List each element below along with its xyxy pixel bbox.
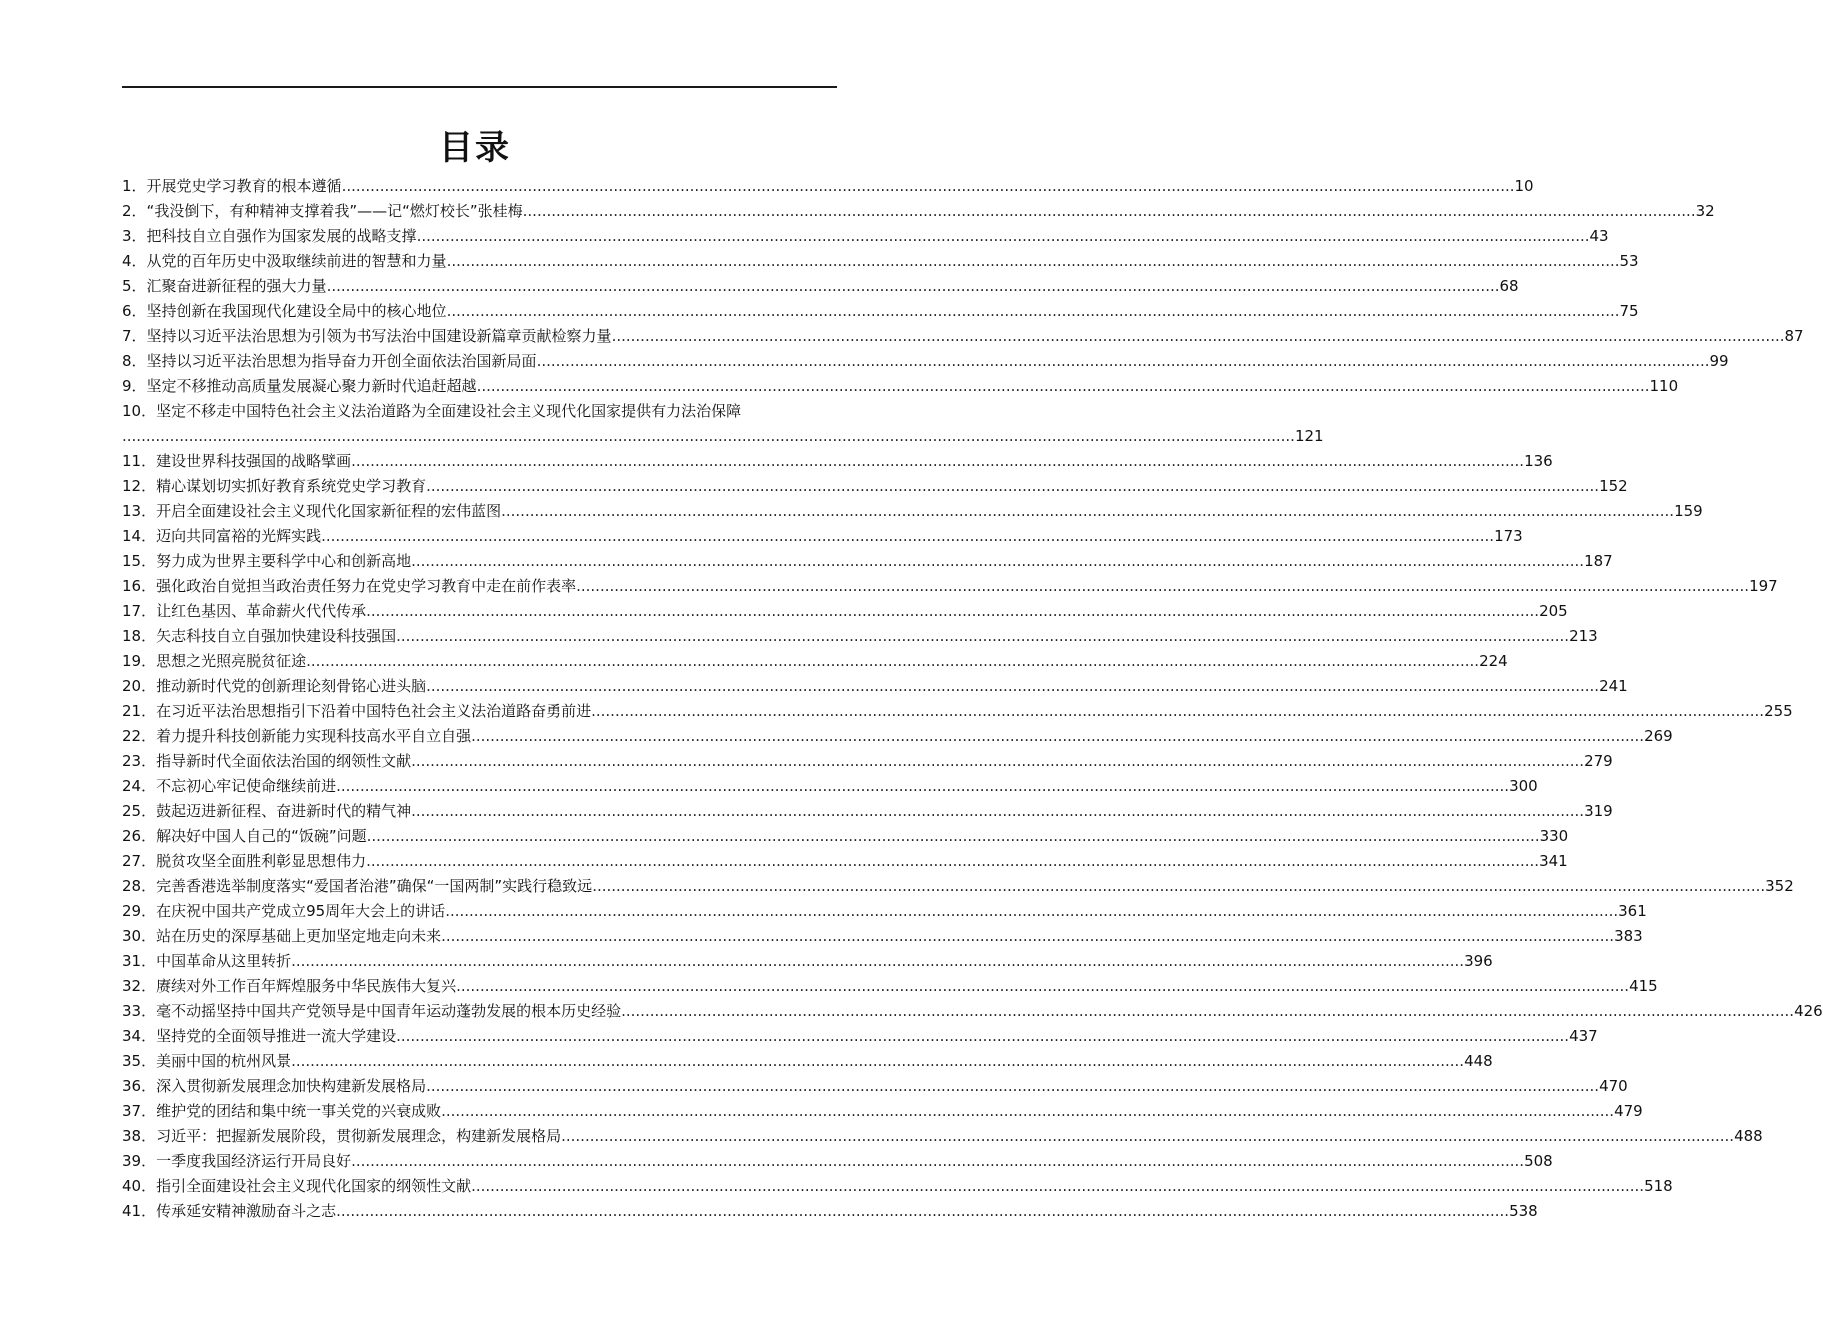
toc-entry-page: 241 xyxy=(1599,677,1628,695)
toc-entry-title: 坚定不移走中国特色社会主义法治道路为全面建设社会主义现代化国家提供有力法治保障 xyxy=(156,402,742,420)
toc-entry-page: 87 xyxy=(1784,327,1804,345)
toc-leader-dots xyxy=(411,799,1584,824)
toc-entry-page: 279 xyxy=(1584,752,1613,770)
toc-entry-title: 把科技自立自强作为国家发展的战略支撑 xyxy=(146,227,417,245)
toc-leader-dots xyxy=(426,474,1599,499)
toc-entry-title: 着力提升科技创新能力实现科技高水平自立自强 xyxy=(156,727,472,745)
toc-entry-page: 361 xyxy=(1618,902,1647,920)
toc-leader-dots xyxy=(592,874,1765,899)
toc-entry-title: 矢志科技自立自强加快建设科技强国 xyxy=(156,627,397,645)
toc-entry-title: 指导新时代全面依法治国的纲领性文献 xyxy=(156,752,412,770)
toc-leader-dots xyxy=(417,224,1590,249)
toc-entry[interactable] xyxy=(122,1099,1643,1124)
toc-entry[interactable] xyxy=(122,1024,1598,1049)
toc-entry-title: 美丽中国的杭州风景 xyxy=(156,1052,292,1070)
toc-leader-dots xyxy=(591,699,1764,724)
toc-entry-page: 448 xyxy=(1464,1052,1493,1070)
toc-leader-dots xyxy=(445,899,1618,924)
toc-entry-number: 19． xyxy=(122,652,157,670)
toc-leader-dots xyxy=(576,574,1749,599)
toc-entry[interactable] xyxy=(122,974,1658,999)
toc-entry[interactable] xyxy=(122,774,1538,799)
toc-entry-title: 开展党史学习教育的根本遵循 xyxy=(146,177,342,195)
toc-entry[interactable] xyxy=(122,899,1647,924)
toc-entry-number: 11． xyxy=(122,452,157,470)
toc-entry-page: 538 xyxy=(1509,1202,1538,1220)
toc-entry-number: 23． xyxy=(122,752,157,770)
toc-entry[interactable] xyxy=(122,349,1729,374)
toc-entry[interactable] xyxy=(122,574,1778,599)
toc-entry-title: 坚持创新在我国现代化建设全局中的核心地位 xyxy=(146,302,447,320)
toc-entry-page: 187 xyxy=(1584,552,1613,570)
toc-entry-number: 27． xyxy=(122,852,157,870)
toc-leader-dots xyxy=(411,749,1584,774)
header-rule xyxy=(122,86,837,88)
toc-entry[interactable] xyxy=(122,649,1508,674)
toc-entry-page: 255 xyxy=(1764,702,1793,720)
toc-entry-title: 中国革命从这里转折 xyxy=(156,952,292,970)
toc-entry-page: 136 xyxy=(1524,452,1553,470)
toc-entry-number: 33． xyxy=(122,1002,157,1020)
toc-entry-title: 建设世界科技强国的战略擘画 xyxy=(156,452,352,470)
toc-entry-title: 坚持以习近平法治思想为指导奋力开创全面依法治国新局面 xyxy=(146,352,537,370)
toc-entry-page: 426 xyxy=(1794,1002,1823,1020)
toc-entry-number: 40． xyxy=(122,1177,157,1195)
toc-entry-title: 深入贯彻新发展理念加快构建新发展格局 xyxy=(156,1077,427,1095)
toc-entry-page: 437 xyxy=(1569,1027,1598,1045)
toc-entry[interactable] xyxy=(122,549,1613,574)
toc-entry-page: 300 xyxy=(1509,777,1538,795)
toc-entry[interactable] xyxy=(122,924,1643,949)
toc-entry[interactable] xyxy=(122,474,1628,499)
toc-entry-number: 10． xyxy=(122,402,157,420)
toc-entry-number: 37． xyxy=(122,1102,157,1120)
toc-entry-title: 传承延安精神激励奋斗之志 xyxy=(156,1202,337,1220)
toc-entry-title: 赓续对外工作百年辉煌服务中华民族伟大复兴 xyxy=(156,977,457,995)
toc-entry-number: 35． xyxy=(122,1052,157,1070)
toc-entry-number: 3． xyxy=(122,227,147,245)
toc-leader-dots xyxy=(336,1199,1509,1224)
toc-entry-page: 518 xyxy=(1644,1177,1673,1195)
toc-entry-page: 197 xyxy=(1749,577,1778,595)
toc-entry-title: 完善香港选举制度落实“爱国者治港”确保“一国两制”实践行稳致远 xyxy=(156,877,593,895)
toc-leader-dots xyxy=(447,249,1620,274)
toc-leader-dots xyxy=(501,499,1674,524)
toc-entry-number: 12． xyxy=(122,477,157,495)
toc-entry-number: 18． xyxy=(122,627,157,645)
toc-leader-dots xyxy=(327,274,1500,299)
toc-entry-number: 6． xyxy=(122,302,147,320)
toc-entry-number: 24． xyxy=(122,777,157,795)
toc-entry[interactable] xyxy=(122,699,1793,724)
toc-entry[interactable] xyxy=(122,874,1794,899)
toc-entry-title: 维护党的团结和集中统一事关党的兴衰成败 xyxy=(156,1102,442,1120)
toc-entry-page: 330 xyxy=(1539,827,1569,845)
toc-leader-dots xyxy=(471,1174,1644,1199)
toc-entry-number: 7． xyxy=(122,327,147,345)
toc-entry[interactable] xyxy=(122,1124,1763,1149)
toc-entry[interactable] xyxy=(122,749,1613,774)
toc-entry-title: 开启全面建设社会主义现代化国家新征程的宏伟蓝图 xyxy=(156,502,502,520)
toc-entry-number: 8． xyxy=(122,352,147,370)
toc-leader-dots xyxy=(336,774,1509,799)
toc-entry[interactable] xyxy=(122,299,1639,324)
toc-entry-number: 17． xyxy=(122,602,157,620)
toc-entry-number: 31． xyxy=(122,952,157,970)
toc-entry-page: 53 xyxy=(1619,252,1639,270)
toc-entry[interactable] xyxy=(122,399,1324,449)
toc-entry-title: 在庆祝中国共产党成立95周年大会上的讲话 xyxy=(156,902,446,920)
toc-entry-title: 坚持以习近平法治思想为引领为书写法治中国建设新篇章贡献检察力量 xyxy=(146,327,612,345)
toc-entry-page: 213 xyxy=(1569,627,1598,645)
toc-leader-dots xyxy=(561,1124,1734,1149)
toc-entry-title: 毫不动摇坚持中国共产党领导是中国青年运动蓬勃发展的根本历史经验 xyxy=(156,1002,622,1020)
toc-leader-dots xyxy=(456,974,1629,999)
toc-entry-number: 29． xyxy=(122,902,157,920)
toc-entry-page: 32 xyxy=(1695,202,1715,220)
toc-entry[interactable] xyxy=(122,724,1673,749)
toc-entry[interactable] xyxy=(122,1199,1538,1224)
toc-entry-page: 319 xyxy=(1584,802,1613,820)
table-of-contents xyxy=(122,174,1823,1224)
toc-entry-title: 不忘初心牢记使命继续前进 xyxy=(156,777,337,795)
toc-entry-title: 从党的百年历史中汲取继续前进的智慧和力量 xyxy=(146,252,447,270)
toc-entry[interactable] xyxy=(122,324,1804,349)
toc-entry-page: 508 xyxy=(1524,1152,1553,1170)
toc-entry[interactable] xyxy=(122,799,1613,824)
toc-leader-dots xyxy=(291,949,1464,974)
toc-entry-page: 352 xyxy=(1765,877,1794,895)
toc-entry-title: 习近平：把握新发展阶段，贯彻新发展理念，构建新发展格局 xyxy=(156,1127,562,1145)
toc-entry-number: 13． xyxy=(122,502,157,520)
toc-entry[interactable] xyxy=(122,1049,1493,1074)
toc-entry-title: 努力成为世界主要科学中心和创新高地 xyxy=(156,552,412,570)
toc-entry[interactable] xyxy=(122,174,1534,199)
toc-leader-dots xyxy=(366,849,1539,874)
toc-leader-dots xyxy=(396,1024,1569,1049)
toc-entry-title: 脱贫攻坚全面胜利彰显思想伟力 xyxy=(156,852,367,870)
toc-leader-dots xyxy=(447,299,1620,324)
toc-entry[interactable] xyxy=(122,949,1493,974)
toc-leader-dots xyxy=(351,1149,1524,1174)
toc-leader-dots xyxy=(351,449,1524,474)
toc-entry-number: 14． xyxy=(122,527,157,545)
toc-entry[interactable] xyxy=(122,199,1715,224)
toc-entry-title: 在习近平法治思想指引下沿着中国特色社会主义法治道路奋勇前进 xyxy=(156,702,592,720)
toc-leader-dots xyxy=(523,199,1696,224)
toc-leader-dots xyxy=(441,1099,1614,1124)
toc-leader-dots xyxy=(471,724,1644,749)
toc-entry-number: 30． xyxy=(122,927,157,945)
toc-entry[interactable] xyxy=(122,824,1569,849)
toc-entry[interactable] xyxy=(122,674,1628,699)
toc-entry-page: 341 xyxy=(1539,852,1568,870)
toc-entry-number: 21． xyxy=(122,702,157,720)
toc-leader-dots xyxy=(291,1049,1464,1074)
toc-entry[interactable] xyxy=(122,449,1553,474)
toc-entry-number: 1． xyxy=(122,177,147,195)
toc-entry[interactable] xyxy=(122,599,1568,624)
toc-entry[interactable] xyxy=(122,374,1679,399)
toc-entry-title: 站在历史的深厚基础上更加坚定地走向未来 xyxy=(156,927,442,945)
toc-entry-title: 汇聚奋进新征程的强大力量 xyxy=(146,277,327,295)
toc-leader-dots xyxy=(396,624,1569,649)
toc-entry-page: 68 xyxy=(1499,277,1519,295)
toc-entry-number: 9． xyxy=(122,377,147,395)
toc-leader-dots xyxy=(621,999,1794,1024)
toc-entry-page: 479 xyxy=(1614,1102,1643,1120)
toc-leader-dots xyxy=(321,524,1494,549)
toc-entry[interactable] xyxy=(122,999,1823,1024)
toc-entry-title: 让红色基因、革命薪火代代传承 xyxy=(156,602,367,620)
toc-entry-title: 一季度我国经济运行开局良好 xyxy=(156,1152,352,1170)
toc-entry-number: 38． xyxy=(122,1127,157,1145)
toc-entry[interactable] xyxy=(122,249,1639,274)
toc-entry-number: 32． xyxy=(122,977,157,995)
toc-entry-number: 34． xyxy=(122,1027,157,1045)
toc-entry-page: 121 xyxy=(1294,427,1324,445)
toc-entry-title: 强化政治自觉担当政治责任努力在党史学习教育中走在前作表率 xyxy=(156,577,577,595)
toc-entry[interactable] xyxy=(122,624,1598,649)
toc-entry-number: 2． xyxy=(122,202,147,220)
toc-entry-page: 159 xyxy=(1674,502,1703,520)
toc-entry-number: 22． xyxy=(122,727,157,745)
toc-entry-title: 迈向共同富裕的光辉实践 xyxy=(156,527,322,545)
toc-entry-number: 26． xyxy=(122,827,157,845)
toc-entry-page: 415 xyxy=(1629,977,1658,995)
toc-leader-dots xyxy=(122,424,1295,449)
toc-entry-page: 99 xyxy=(1709,352,1729,370)
toc-entry[interactable] xyxy=(122,524,1523,549)
toc-entry-page: 173 xyxy=(1494,527,1523,545)
toc-entry-title: 推动新时代党的创新理论刻骨铭心进头脑 xyxy=(156,677,427,695)
toc-entry-page: 269 xyxy=(1644,727,1673,745)
toc-entry[interactable] xyxy=(122,499,1703,524)
toc-entry-number: 20． xyxy=(122,677,157,695)
toc-entry-number: 25． xyxy=(122,802,157,820)
toc-leader-dots xyxy=(441,924,1614,949)
page-title: 目录 xyxy=(439,128,511,168)
toc-entry[interactable] xyxy=(122,274,1519,299)
toc-entry-number: 41． xyxy=(122,1202,157,1220)
toc-entry-title: 坚持党的全面领导推进一流大学建设 xyxy=(156,1027,397,1045)
toc-entry[interactable] xyxy=(122,849,1568,874)
toc-entry-number: 16． xyxy=(122,577,157,595)
toc-entry-page: 470 xyxy=(1599,1077,1628,1095)
toc-entry-page: 224 xyxy=(1479,652,1508,670)
toc-leader-dots xyxy=(306,649,1479,674)
toc-entry[interactable] xyxy=(122,1074,1628,1099)
toc-entry-page: 488 xyxy=(1734,1127,1763,1145)
toc-leader-dots xyxy=(537,349,1710,374)
toc-leader-dots xyxy=(342,174,1515,199)
toc-entry-page: 43 xyxy=(1589,227,1609,245)
toc-entry-title: 精心谋划切实抓好教育系统党史学习教育 xyxy=(156,477,427,495)
toc-leader-dots xyxy=(366,599,1539,624)
toc-entry-page: 152 xyxy=(1599,477,1628,495)
toc-entry-page: 383 xyxy=(1614,927,1643,945)
toc-entry-title: 鼓起迈进新征程、奋进新时代的精气神 xyxy=(156,802,412,820)
toc-entry-page: 10 xyxy=(1514,177,1534,195)
toc-leader-dots xyxy=(426,674,1599,699)
toc-entry-page: 110 xyxy=(1649,377,1679,395)
toc-leader-dots xyxy=(612,324,1785,349)
toc-entry-number: 39． xyxy=(122,1152,157,1170)
toc-entry[interactable] xyxy=(122,224,1609,249)
toc-entry-number: 36． xyxy=(122,1077,157,1095)
toc-entry-page: 75 xyxy=(1619,302,1639,320)
toc-entry[interactable] xyxy=(122,1149,1553,1174)
toc-entry-number: 15． xyxy=(122,552,157,570)
toc-entry-title: 指引全面建设社会主义现代化国家的纲领性文献 xyxy=(156,1177,472,1195)
toc-entry-title: 解决好中国人自己的“饭碗”问题 xyxy=(156,827,367,845)
toc-entry-number: 28． xyxy=(122,877,157,895)
toc-leader-dots xyxy=(426,1074,1599,1099)
toc-entry-title: 坚定不移推动高质量发展凝心聚力新时代追赶超越 xyxy=(146,377,477,395)
toc-leader-dots xyxy=(477,374,1650,399)
toc-entry-title: 思想之光照亮脱贫征途 xyxy=(156,652,307,670)
toc-entry-page: 205 xyxy=(1539,602,1568,620)
toc-leader-dots xyxy=(411,549,1584,574)
toc-entry-page: 396 xyxy=(1464,952,1493,970)
toc-entry-number: 5． xyxy=(122,277,147,295)
toc-entry-number: 4． xyxy=(122,252,147,270)
toc-entry-title: “我没倒下，有种精神支撑着我”——记“燃灯校长”张桂梅 xyxy=(146,202,523,220)
toc-leader-dots xyxy=(367,824,1540,849)
toc-entry[interactable] xyxy=(122,1174,1673,1199)
